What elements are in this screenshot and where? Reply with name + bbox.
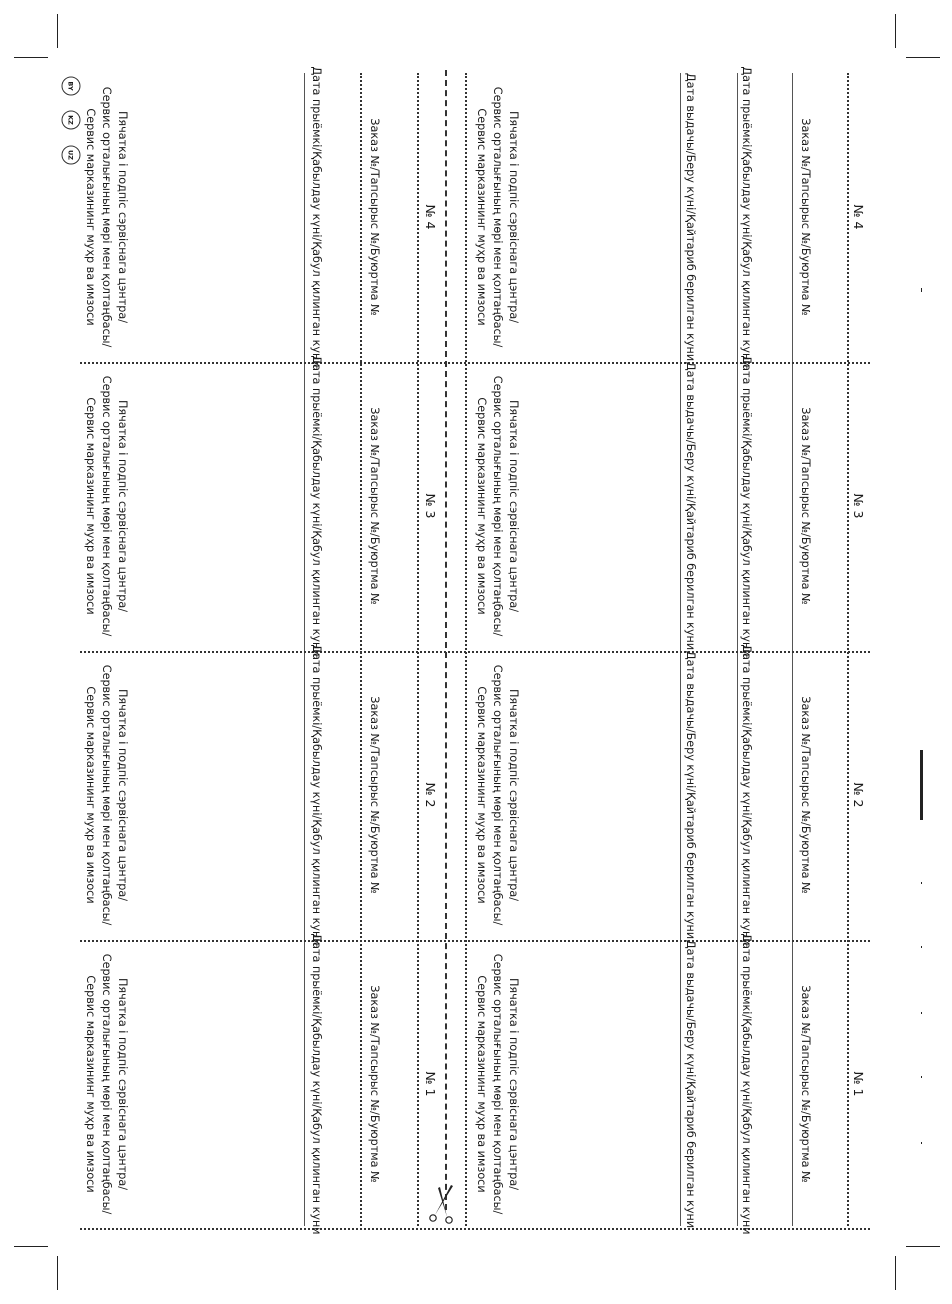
issue-date-field: Дата выдачы/Беру күні/Қайтариб берилган куни <box>684 72 697 362</box>
reception-date-field: Дата прыёмкі/Қабылдау күні/Қабул қилинган куни <box>310 66 323 368</box>
order-number-field: Заказ №/Тапсырыс №/Буюртма № <box>368 407 381 605</box>
coupon-number: № 3 <box>423 493 438 519</box>
registration-dot <box>921 946 922 948</box>
order-number-field: Заказ №/Тапсырыс №/Буюртма № <box>799 985 812 1183</box>
order-number-field: Заказ №/Тапсырыс №/Буюртма № <box>799 696 812 894</box>
reception-date-field: Дата прыёмкі/Қабылдау күні/Қабул қилинган куни <box>740 66 753 368</box>
stamp-signature-label: Пячатка і подпіс сэрвіснага цэнтра/ Сервис орталығының мөрі мен қолтаңбасы/ Сервис марказининг муҳр ва имзоси <box>84 86 129 348</box>
coupon-number: № 3 <box>851 493 866 519</box>
coupon-number: № 2 <box>851 782 866 808</box>
crop-mark <box>895 14 896 48</box>
language-badge: UZ <box>62 146 81 165</box>
reception-date-field: Дата прыёмкі/Қабылдау күні/Қабул қилинган куни <box>310 933 323 1235</box>
column-border <box>417 73 419 1226</box>
reception-date-field: Дата прыёмкі/Қабылдау күні/Қабул қилинган куни <box>740 355 753 657</box>
order-number-field: Заказ №/Тапсырыс №/Буюртма № <box>368 696 381 894</box>
coupon-number: № 2 <box>423 782 438 808</box>
crop-mark <box>906 1246 940 1247</box>
order-number-field: Заказ №/Тапсырыс №/Буюртма № <box>799 118 812 316</box>
coupon-number: № 1 <box>851 1071 866 1097</box>
order-number-field: Заказ №/Тапсырыс №/Буюртма № <box>368 118 381 316</box>
order-number-field: Заказ №/Тапсырыс №/Буюртма № <box>799 407 812 605</box>
column-border <box>792 73 793 1226</box>
scissors-icon <box>425 1180 459 1226</box>
stamp-signature-label: Пячатка і подпіс сэрвіснага цэнтра/ Сервис орталығының мөрі мен қолтаңбасы/ Сервис марказининг муҳр ва имзоси <box>475 953 520 1215</box>
issue-date-field: Дата выдачы/Беру күні/Қайтариб берилган куни <box>684 650 697 940</box>
reception-date-field: Дата прыёмкі/Қабылдау күні/Қабул қилинган куни <box>740 644 753 946</box>
stamp-signature-label: Пячатка і подпіс сэрвіснага цэнтра/ Сервис орталығының мөрі мен қолтаңбасы/ Сервис марказининг муҳр ва имзоси <box>475 86 520 348</box>
crop-mark <box>14 1246 48 1247</box>
column-border <box>360 73 362 1226</box>
cut-line <box>445 70 447 1210</box>
stamp-signature-label: Пячатка і подпіс сэрвіснага цэнтра/ Сервис орталығының мөрі мен қолтаңбасы/ Сервис марказининг муҳр ва имзоси <box>84 375 129 637</box>
issue-date-field: Дата выдачы/Беру күні/Қайтариб берилган куни <box>684 361 697 651</box>
registration-dot <box>921 882 922 884</box>
crop-mark <box>895 1256 896 1290</box>
registration-dot <box>921 1142 922 1144</box>
language-badge: BY <box>62 77 81 96</box>
registration-dot <box>921 1076 922 1078</box>
column-border <box>680 73 681 1226</box>
stamp-signature-label: Пячатка і подпіс сэрвіснага цэнтра/ Сервис орталығының мөрі мен қолтаңбасы/ Сервис марказининг муҳр ва имзоси <box>84 664 129 926</box>
coupon-number: № 4 <box>423 204 438 230</box>
order-number-field: Заказ №/Тапсырыс №/Буюртма № <box>368 985 381 1183</box>
language-badge: KZ <box>62 111 81 130</box>
coupon-number: № 1 <box>423 1071 438 1097</box>
coupon-number: № 4 <box>851 204 866 230</box>
column-border <box>847 73 849 1226</box>
registration-dot <box>921 1012 922 1014</box>
registration-dot <box>921 288 922 292</box>
column-border <box>465 73 467 1226</box>
crop-mark <box>57 14 58 48</box>
reception-date-field: Дата прыёмкі/Қабылдау күні/Қабул қилинган куни <box>310 644 323 946</box>
stamp-signature-label: Пячатка і подпіс сэрвіснага цэнтра/ Сервис орталығының мөрі мен қолтаңбасы/ Сервис марказининг муҳр ва имзоси <box>84 953 129 1215</box>
crop-mark <box>14 57 48 58</box>
crop-mark <box>906 57 940 58</box>
registration-bar <box>920 750 923 820</box>
stamp-signature-label: Пячатка і подпіс сэрвіснага цэнтра/ Сервис орталығының мөрі мен қолтаңбасы/ Сервис марказининг муҳр ва имзоси <box>475 664 520 926</box>
issue-date-field: Дата выдачы/Беру күні/Қайтариб берилган куни <box>684 939 697 1229</box>
reception-date-field: Дата прыёмкі/Қабылдау күні/Қабул қилинган куни <box>740 933 753 1235</box>
stamp-signature-label: Пячатка і подпіс сэрвіснага цэнтра/ Сервис орталығының мөрі мен қолтаңбасы/ Сервис марказининг муҳр ва имзоси <box>475 375 520 637</box>
reception-date-field: Дата прыёмкі/Қабылдау күні/Қабул қилинган куни <box>310 355 323 657</box>
column-border <box>304 73 305 1226</box>
crop-mark <box>57 1256 58 1290</box>
